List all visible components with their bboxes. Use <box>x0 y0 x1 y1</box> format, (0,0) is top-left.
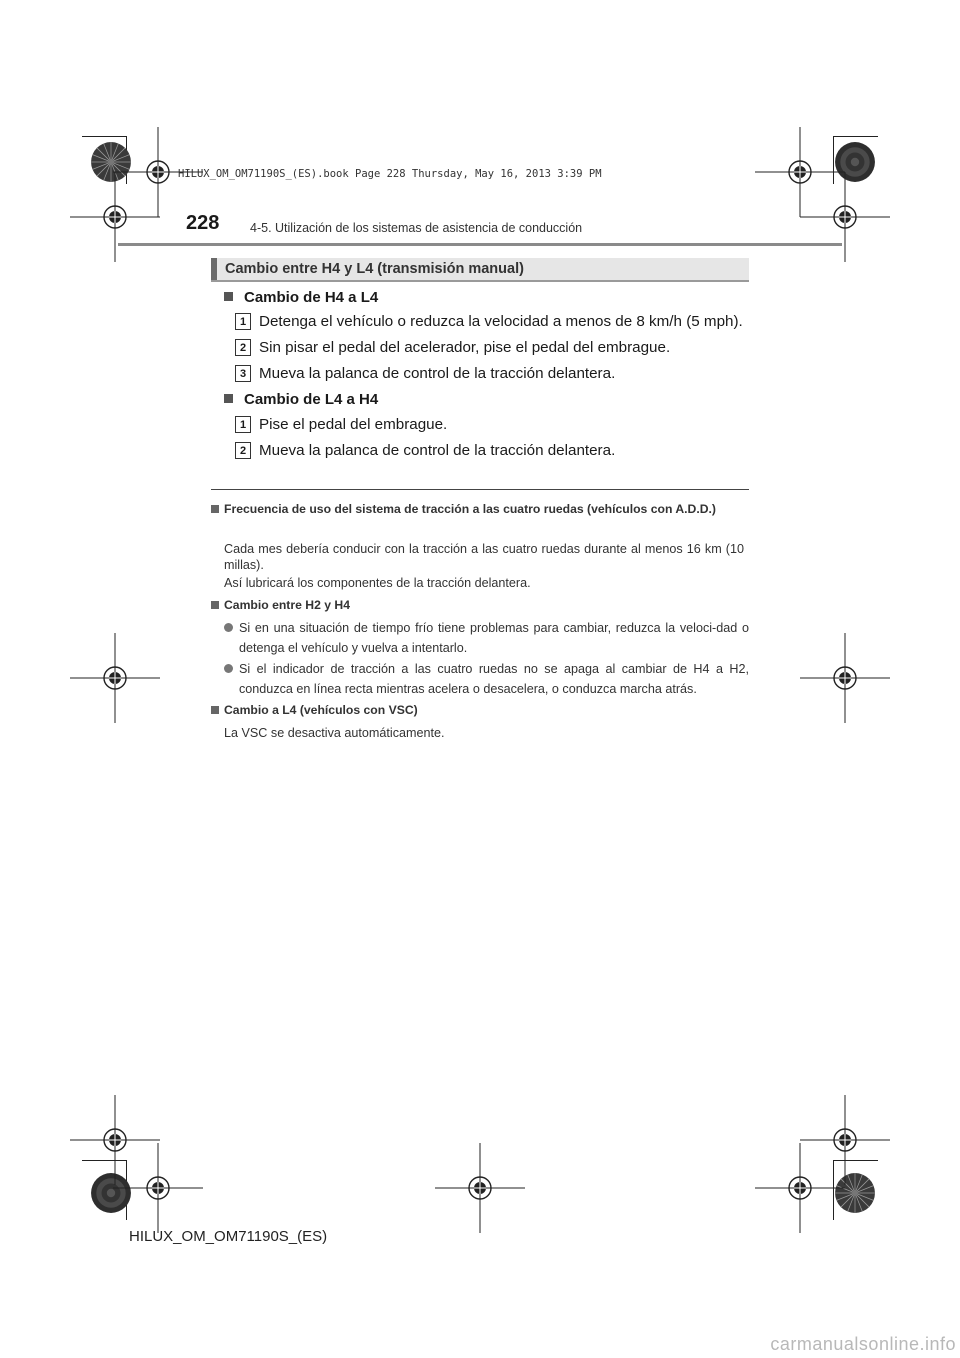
note-title: Cambio a L4 (vehículos con VSC) <box>211 703 418 717</box>
step-text: Sin pisar el pedal del acelerador, pise el pedal del embrague. <box>259 339 671 357</box>
section-accent <box>211 258 217 280</box>
square-bullet-icon <box>211 601 219 609</box>
round-bullet-icon <box>224 664 233 673</box>
crosshair-target-icon <box>70 633 160 723</box>
step-number: 3 <box>235 365 251 382</box>
note-text: Cada mes debería conducir con la tracción a las cuatro ruedas durante al menos 16 km (10 millas). <box>224 542 744 572</box>
square-bullet-icon <box>211 706 219 714</box>
square-bullet-icon <box>224 394 233 403</box>
crosshair-target-icon <box>435 1143 525 1233</box>
step-text: Mueva la palanca de control de la tracción delantera. <box>259 365 616 383</box>
note-bullet: Si el indicador de tracción a las cuatro ruedas no se apaga al cambiar de H4 a H2, conduzca en línea recta mientras acelera o desacelera, o conduzca marcha atrás. <box>224 659 749 699</box>
step-item <box>235 442 615 460</box>
subheading: Cambio de L4 a H4 <box>224 391 378 408</box>
crosshair-target-icon <box>70 172 160 262</box>
step-text: Pise el pedal del embrague. <box>259 416 448 434</box>
note-title: Cambio entre H2 y H4 <box>211 598 350 612</box>
header-rule <box>118 243 842 246</box>
crosshair-target-icon <box>113 1143 203 1233</box>
step-item <box>235 313 743 331</box>
watermark: carmanualsonline.info <box>770 1334 956 1354</box>
step-item <box>235 365 615 383</box>
page-number: 228 <box>186 212 220 234</box>
note-bullet: Si en una situación de tiempo frío tiene problemas para cambiar, reduzca la veloci-dad o detenga el vehículo y vuelva a intentarlo. <box>224 618 749 658</box>
square-bullet-icon <box>211 505 219 513</box>
footer-code: HILUX_OM_OM71190S_(ES) <box>129 1228 328 1245</box>
crosshair-target-icon <box>800 172 890 262</box>
step-text: Mueva la palanca de control de la tracción delantera. <box>259 442 616 460</box>
step-item <box>235 416 447 434</box>
step-number: 2 <box>235 339 251 356</box>
chapter-title: 4-5. Utilización de los sistemas de asistencia de conducción <box>250 221 583 235</box>
notes-divider <box>211 489 749 490</box>
square-bullet-icon <box>224 292 233 301</box>
note-text: Así lubricará los componentes de la tracción delantera. <box>224 576 531 590</box>
section-heading <box>211 258 749 282</box>
step-number: 1 <box>235 416 251 433</box>
step-item <box>235 339 670 357</box>
subheading: Cambio de H4 a L4 <box>224 289 378 306</box>
crosshair-target-icon <box>800 633 890 723</box>
round-bullet-icon <box>224 623 233 632</box>
step-number: 2 <box>235 442 251 459</box>
note-title: Frecuencia de uso del sistema de tracción a las cuatro ruedas (vehículos con A.D.D.) <box>211 500 749 518</box>
note-text: La VSC se desactiva automáticamente. <box>224 726 445 740</box>
step-number: 1 <box>235 313 251 330</box>
print-slug: HILUX_OM_OM71190S_(ES).book Page 228 Thursday, May 16, 2013 3:39 PM <box>178 168 602 180</box>
step-text: Detenga el vehículo o reduzca la velocidad a menos de 8 km/h (5 mph). <box>259 313 743 331</box>
section-title: Cambio entre H4 y L4 (transmisión manual) <box>225 261 524 277</box>
crosshair-target-icon <box>755 1143 845 1233</box>
